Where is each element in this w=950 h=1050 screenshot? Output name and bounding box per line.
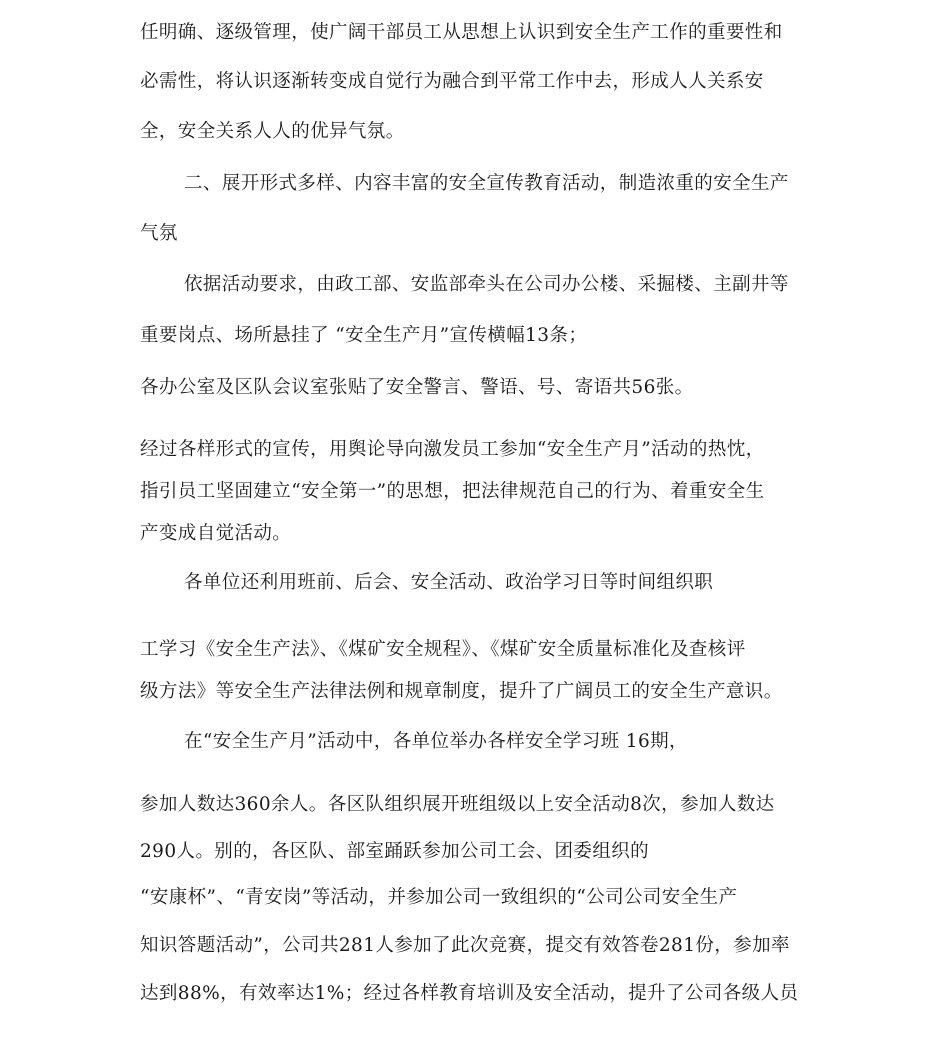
- text-line: 达到88%，有效率达1%；经过各样教育培训及安全活动，提升了公司各级人员: [140, 983, 799, 1004]
- text-line: 经过各样形式的宣传，用舆论导向激发员工参加“安全生产月”活动的热忱，: [140, 439, 765, 460]
- text-line: 全，安全关系人人的优异气氛。: [140, 121, 405, 142]
- text-line: 指引员工坚固建立“安全第一”的思想，把法律规范自己的行为、着重安全生: [140, 481, 765, 502]
- text-line: 参加人数达360余人。各区队组织展开班组级以上安全活动8次，参加人数达: [140, 794, 775, 815]
- text-line: 290人。别的，各区队、部室踊跃参加公司工会、团委组织的: [140, 841, 650, 862]
- text-line: “安康杯”、“青安岗”等活动，并参加公司一致组织的“公司公司安全生产: [140, 887, 738, 908]
- text-line: 重要岗点、场所悬挂了 “安全生产月”宣传横幅13条；: [140, 325, 588, 346]
- text-line: 工学习《安全生产法》、《煤矿安全规程》、《煤矿安全质量标准化及查核评: [140, 639, 746, 660]
- section-heading: 二、展开形式多样、内容丰富的安全宣传教育活动，制造浓重的安全生产: [184, 173, 789, 194]
- section-heading-continued: 气氛: [140, 223, 178, 244]
- text-line: 知识答题活动”，公司共281人参加了此次竞赛，提交有效答卷281份，参加率: [140, 935, 790, 956]
- text-line: 各办公室及区队会议室张贴了安全警言、警语、号、寄语共56张。: [140, 377, 694, 398]
- text-line: 依据活动要求，由政工部、安监部牵头在公司办公楼、采掘楼、主副井等: [184, 274, 789, 295]
- text-line: 在“安全生产月”活动中，各单位举办各样安全学习班 16期，: [184, 731, 688, 752]
- text-line: 级方法》等安全生产法律法例和规章制度，提升了广阔员工的安全生产意识。: [140, 681, 783, 702]
- text-line: 产变成自觉活动。: [140, 523, 292, 544]
- text-line: 各单位还利用班前、后会、安全活动、政治学习日等时间组织职: [184, 572, 714, 593]
- text-line: 任明确、逐级管理，使广阔干部员工从思想上认识到安全生产工作的重要性和: [140, 22, 783, 43]
- text-line: 必需性，将认识逐渐转变成自觉行为融合到平常工作中去，形成人人关系安: [140, 71, 764, 92]
